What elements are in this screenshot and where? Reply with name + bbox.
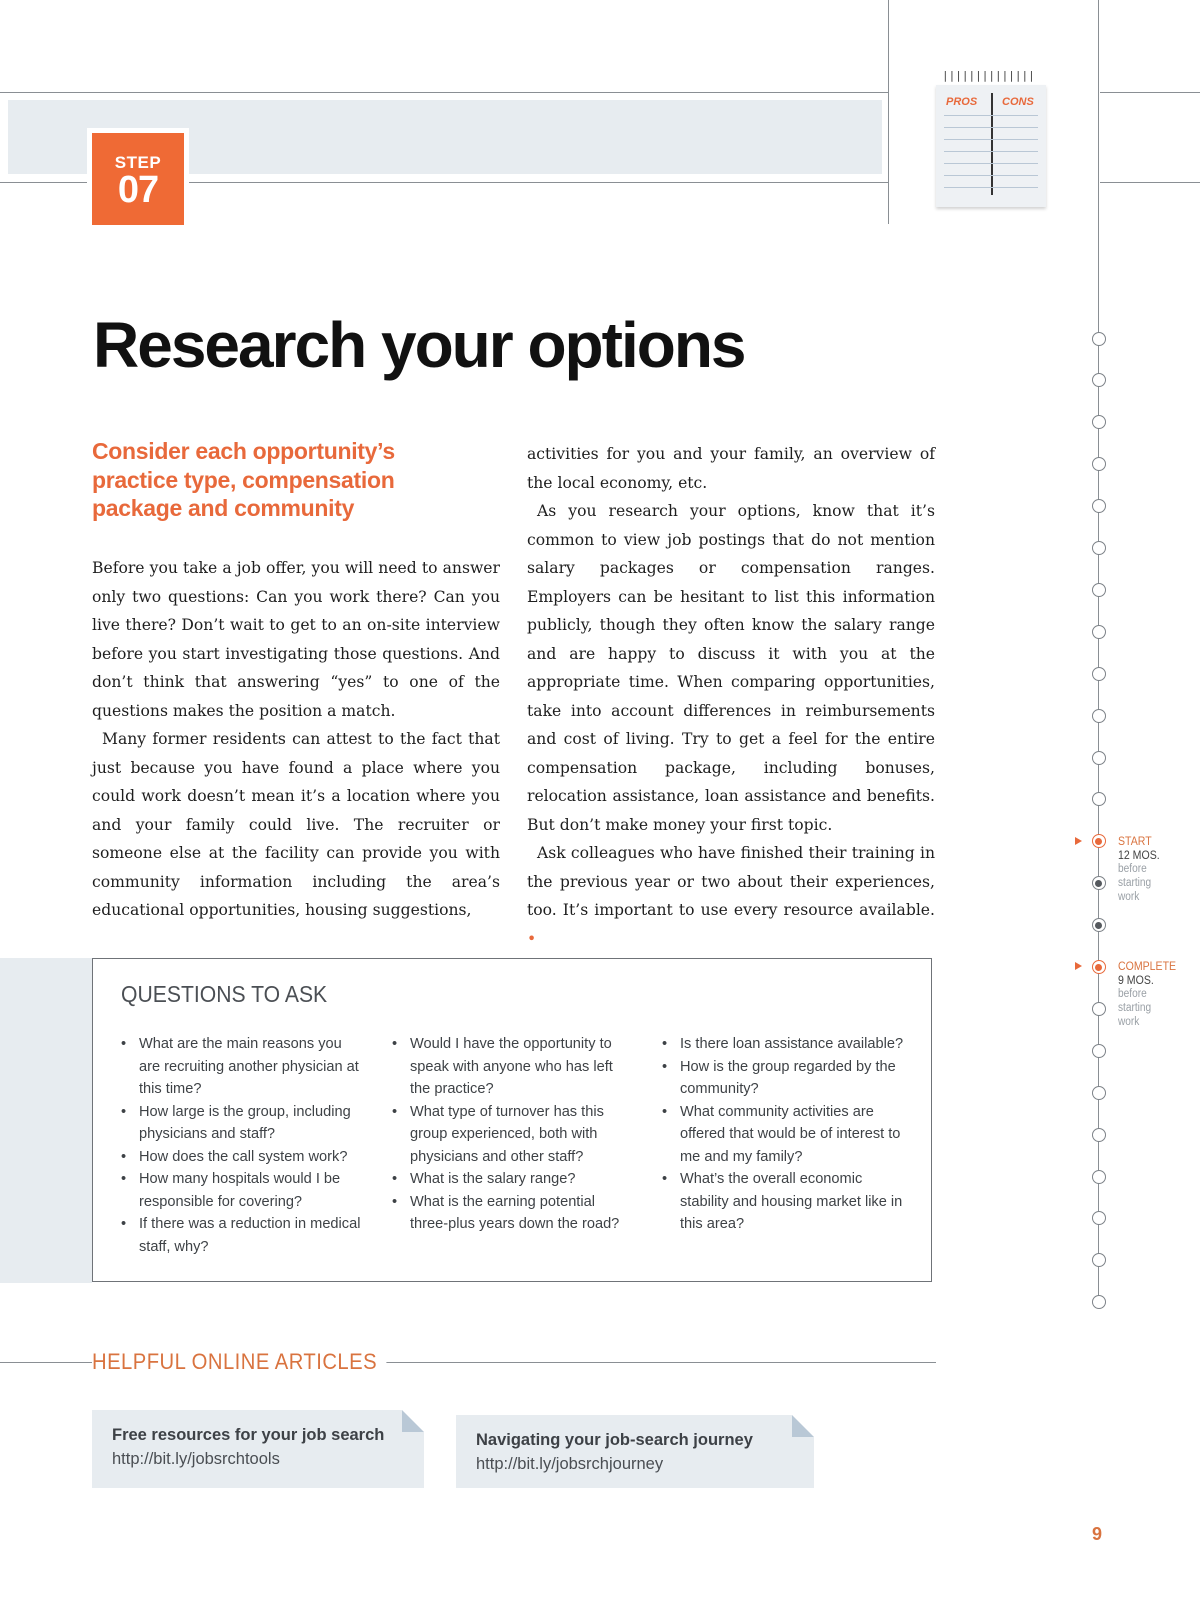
- page-title: Research your options: [93, 309, 745, 381]
- questions-side-band: [0, 958, 92, 1283]
- timeline-node: [1092, 541, 1106, 555]
- body-paragraph: Many former residents can attest to the fact that just because you have found a place where you could work doesn’t mean it’s a location where you and your family could live. The recruiter or someone else at the facility can provide you with community information including the area’s educational opportunities, housing suggestions,: [92, 730, 500, 919]
- complete-months: 9 MOS.: [1118, 973, 1154, 987]
- question-item: • If there was a reduction in medical staff, why?: [121, 1213, 361, 1258]
- timeline-node: [1092, 1002, 1106, 1016]
- start-note: work: [1118, 891, 1140, 903]
- header-rule-top: [0, 92, 888, 93]
- timeline-node: [1092, 876, 1106, 890]
- timeline-node: [1092, 373, 1106, 387]
- questions-box: [92, 958, 932, 1282]
- pros-cons-notepad-icon: [936, 69, 1046, 207]
- article-card[interactable]: [92, 1410, 424, 1488]
- body-paragraph-last: [527, 839, 935, 953]
- articles-title: HELPFUL ONLINE ARTICLES: [92, 1349, 386, 1375]
- question-item: • What is the earning potential three-plus years down the road?: [392, 1191, 637, 1236]
- body-paragraph: As you research your options, know that it’s common to view job postings that do not mention salary packages or compensation ranges. Employers can be hesitant to list this information publicly, though they often know the salary range and are happy to discuss it with you at the appropriate time. When comparing opportunities, take into account differences in reimbursements and cost of living. Try to get a feel for the entire compensation package, including bonuses, relocation assistance, loan assistance and benefits. But don’t make money your first topic.: [527, 502, 935, 834]
- timeline-node: [1092, 960, 1106, 974]
- start-title: START: [1118, 834, 1152, 848]
- question-item: • How is the group regarded by the community?: [662, 1056, 907, 1101]
- question-item: • How large is the group, including physicians and staff?: [121, 1101, 361, 1146]
- step-label: STEP: [114, 153, 162, 172]
- timeline-node: [1092, 792, 1106, 806]
- complete-arrow-icon: [1075, 962, 1082, 970]
- timeline-start-label: [1118, 834, 1160, 904]
- step-number: 07: [117, 169, 159, 211]
- timeline-node: [1092, 499, 1106, 513]
- timeline-node: [1092, 415, 1106, 429]
- notepad-rule: [944, 139, 1038, 140]
- timeline-node: [1092, 583, 1106, 597]
- complete-note: before: [1118, 988, 1147, 1000]
- header-divider: [888, 0, 889, 224]
- question-item: • What are the main reasons you are recruiting another physician at this time?: [121, 1033, 361, 1101]
- timeline-node: [1092, 1086, 1106, 1100]
- timeline-node: [1092, 1253, 1106, 1267]
- notepad-rule: [944, 187, 1038, 188]
- question-item: • How does the call system work?: [121, 1146, 361, 1169]
- page-fold-icon: [402, 1410, 424, 1432]
- questions-title: QUESTIONS TO ASK: [121, 981, 328, 1007]
- notepad-divider: [991, 93, 993, 195]
- start-arrow-icon: [1075, 837, 1082, 845]
- timeline-node: [1092, 332, 1106, 346]
- notepad-rule: [944, 127, 1038, 128]
- questions-list-2: [392, 1033, 637, 1236]
- start-note: starting: [1118, 877, 1152, 889]
- page-fold-icon: [792, 1415, 814, 1437]
- article-link[interactable]: http://bit.ly/jobsrchtools: [112, 1450, 280, 1468]
- article-card[interactable]: [456, 1415, 814, 1488]
- notepad-rule: [944, 151, 1038, 152]
- notepad-rule: [944, 175, 1038, 176]
- question-item: • Would I have the opportunity to speak with anyone who has left the practice?: [392, 1033, 637, 1101]
- end-mark: •: [527, 929, 537, 948]
- header-rule-right-top: [1100, 92, 1200, 93]
- article-title[interactable]: Free resources for your job search: [112, 1426, 385, 1444]
- timeline-node: [1092, 709, 1106, 723]
- timeline-complete-label: [1118, 959, 1176, 1029]
- timeline-node: [1092, 1295, 1106, 1309]
- question-item: • How many hospitals would I be responsible for covering?: [121, 1168, 361, 1213]
- question-item: • What type of turnover has this group experienced, both with physicians and other staff?: [392, 1101, 637, 1169]
- page-number: 9: [1092, 1524, 1103, 1544]
- start-months: 12 MOS.: [1118, 848, 1160, 862]
- timeline-node: [1092, 1044, 1106, 1058]
- body-paragraph: Before you take a job offer, you will need to answer only two questions: Can you work there? Can you live there? Don’t wait to get to an on-site interview before you start investigating those questions. And don’t think that answering “yes” to one of the questions makes the position a match.: [92, 559, 500, 720]
- header-rule-right-bottom: [1100, 182, 1200, 183]
- article-link[interactable]: http://bit.ly/jobsrchjourney: [476, 1455, 664, 1473]
- notepad-rule: [944, 115, 1038, 116]
- notepad-rule: [944, 163, 1038, 164]
- questions-list-1: [121, 1033, 361, 1258]
- section-subhead: Consider each opportunity’s practice type, compensation package and community: [92, 438, 395, 521]
- complete-note: starting: [1118, 1002, 1152, 1014]
- timeline-node: [1092, 834, 1106, 848]
- timeline-node: [1092, 457, 1106, 471]
- timeline-node: [1092, 918, 1106, 932]
- step-badge: [92, 133, 184, 225]
- timeline-node: [1092, 667, 1106, 681]
- notepad-pros: PROS: [946, 96, 978, 108]
- notepad-spiral: ||||||||||||||: [942, 69, 1035, 82]
- start-note: before: [1118, 863, 1147, 875]
- question-item: • What’s the overall economic stability and housing market like in this area?: [662, 1168, 907, 1236]
- timeline-node: [1092, 1211, 1106, 1225]
- body-paragraph-text: Ask colleagues who have finished their training in the previous year or two about their experiences, too. It’s important to use every resource available.: [527, 844, 935, 919]
- timeline-node: [1092, 751, 1106, 765]
- body-paragraph: activities for you and your family, an overview of the local economy, etc.: [527, 445, 935, 492]
- question-item: • What community activities are offered that would be of interest to me and my family?: [662, 1101, 907, 1169]
- question-item: • Is there loan assistance available?: [662, 1033, 907, 1056]
- body-column-left: [92, 554, 500, 925]
- notepad-cons: CONS: [1002, 96, 1034, 108]
- question-item: • What is the salary range?: [392, 1168, 637, 1191]
- timeline-node: [1092, 1170, 1106, 1184]
- complete-note: work: [1118, 1016, 1140, 1028]
- questions-list-3: [662, 1033, 907, 1236]
- article-title[interactable]: Navigating your job-search journey: [476, 1431, 753, 1449]
- timeline-node: [1092, 625, 1106, 639]
- body-column-right: [527, 440, 935, 953]
- timeline-line: [1098, 0, 1099, 1300]
- complete-title: COMPLETE: [1118, 959, 1177, 973]
- timeline-node: [1092, 1128, 1106, 1142]
